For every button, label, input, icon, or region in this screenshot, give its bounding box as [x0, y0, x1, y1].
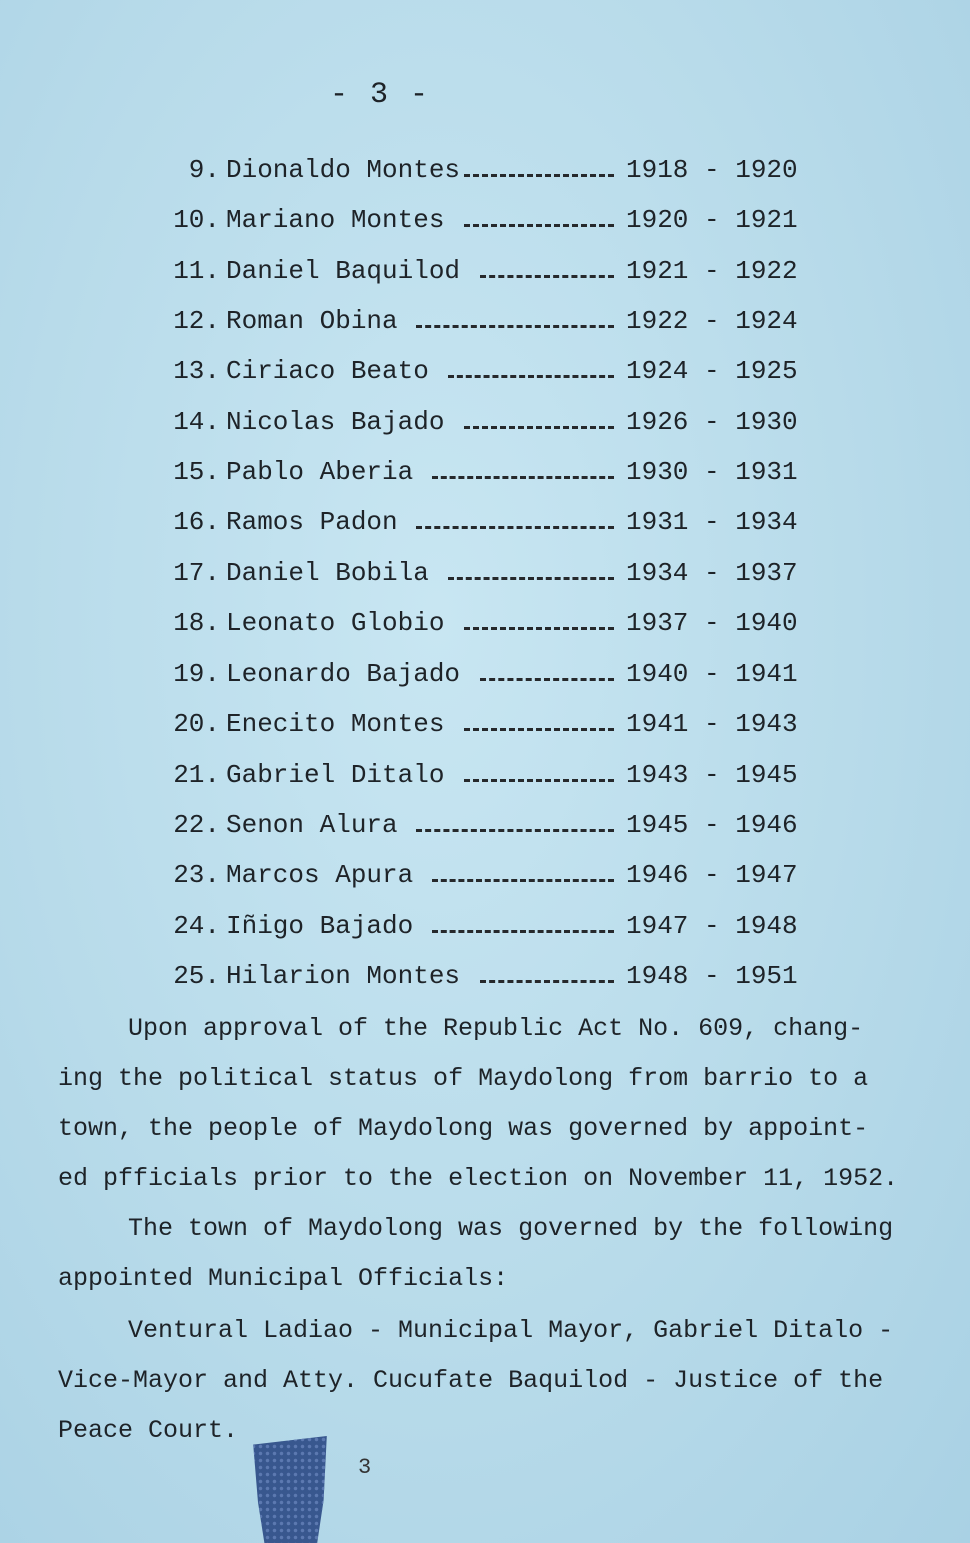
official-row	[158, 507, 818, 547]
official-name: Pablo Aberia	[226, 457, 414, 487]
official-row	[158, 659, 818, 699]
paragraph-line: appointed Municipal Officials:	[58, 1264, 509, 1293]
paragraph-line: Vice-Mayor and Atty. Cucufate Baquilod - Justice of the	[58, 1366, 884, 1395]
official-row	[158, 760, 818, 800]
official-years: 1943 - 1945	[626, 760, 798, 790]
official-name: Hilarion Montes	[226, 961, 461, 991]
paragraph-line: Peace Court.	[58, 1416, 239, 1445]
official-number: 24.	[173, 911, 220, 941]
leader-dashes	[416, 829, 614, 834]
official-years: 1946 - 1947	[626, 860, 798, 890]
paragraph-line: Ventural Ladiao - Municipal Mayor, Gabriel Ditalo -	[128, 1316, 894, 1345]
leader-dashes	[480, 678, 614, 683]
page-number-top: - 3 -	[330, 78, 431, 112]
official-number: 13.	[173, 356, 220, 386]
official-row	[158, 911, 818, 951]
official-number: 12.	[173, 306, 220, 336]
official-number: 22.	[173, 810, 220, 840]
official-number: 11.	[173, 256, 220, 286]
leader-dashes	[432, 930, 614, 935]
official-years: 1937 - 1940	[626, 608, 798, 638]
official-years: 1948 - 1951	[626, 961, 798, 991]
official-number: 16.	[173, 507, 220, 537]
leader-dashes	[464, 224, 614, 229]
official-row	[158, 155, 818, 195]
official-name: Nicolas Bajado	[226, 407, 445, 437]
leader-dashes	[480, 275, 614, 280]
official-number: 9.	[188, 155, 220, 185]
official-years: 1934 - 1937	[626, 558, 798, 588]
official-years: 1947 - 1948	[626, 911, 798, 941]
official-name: Dionaldo Montes	[226, 155, 461, 185]
official-row	[158, 306, 818, 346]
page-number-footer: 3	[358, 1455, 372, 1480]
leader-dashes	[448, 375, 614, 380]
official-years: 1924 - 1925	[626, 356, 798, 386]
official-name: Leonato Globio	[226, 608, 445, 638]
official-number: 25.	[173, 961, 220, 991]
official-number: 18.	[173, 608, 220, 638]
official-number: 21.	[173, 760, 220, 790]
official-name: Ciriaco Beato	[226, 356, 429, 386]
official-name: Daniel Baquilod	[226, 256, 461, 286]
official-years: 1931 - 1934	[626, 507, 798, 537]
official-years: 1945 - 1946	[626, 810, 798, 840]
official-name: Enecito Montes	[226, 709, 445, 739]
official-number: 15.	[173, 457, 220, 487]
leader-dashes	[480, 980, 614, 985]
official-row	[158, 356, 818, 396]
official-name: Mariano Montes	[226, 205, 445, 235]
leader-dashes	[464, 426, 614, 431]
official-row	[158, 457, 818, 497]
official-number: 19.	[173, 659, 220, 689]
official-name: Iñigo Bajado	[226, 911, 414, 941]
leader-dashes	[464, 627, 614, 632]
leader-dashes	[432, 879, 614, 884]
leader-dashes	[416, 526, 614, 531]
leader-dashes	[416, 325, 614, 330]
leader-dashes	[464, 728, 614, 733]
official-row	[158, 810, 818, 850]
official-row	[158, 608, 818, 648]
official-number: 20.	[173, 709, 220, 739]
leader-dashes	[448, 577, 614, 582]
paragraph-line: Upon approval of the Republic Act No. 609, chang-	[128, 1014, 864, 1043]
official-name: Ramos Padon	[226, 507, 398, 537]
official-years: 1941 - 1943	[626, 709, 798, 739]
official-name: Senon Alura	[226, 810, 398, 840]
official-row	[158, 709, 818, 749]
paragraph-line: town, the people of Maydolong was governed by appoint-	[58, 1114, 869, 1143]
official-number: 10.	[173, 205, 220, 235]
official-years: 1922 - 1924	[626, 306, 798, 336]
leader-dashes	[464, 779, 614, 784]
official-years: 1918 - 1920	[626, 155, 798, 185]
official-years: 1940 - 1941	[626, 659, 798, 689]
official-name: Daniel Bobila	[226, 558, 429, 588]
ink-stamp-texture	[250, 1436, 330, 1543]
official-row	[158, 961, 818, 1001]
leader-dashes	[432, 476, 614, 481]
official-row	[158, 558, 818, 598]
official-years: 1926 - 1930	[626, 407, 798, 437]
official-years: 1921 - 1922	[626, 256, 798, 286]
official-number: 17.	[173, 558, 220, 588]
paragraph-line: ing the political status of Maydolong from barrio to a	[58, 1064, 869, 1093]
official-name: Roman Obina	[226, 306, 398, 336]
official-row	[158, 256, 818, 296]
official-row	[158, 860, 818, 900]
official-name: Gabriel Ditalo	[226, 760, 445, 790]
paragraph-line: The town of Maydolong was governed by the following	[128, 1214, 894, 1243]
paragraph-line: ed pfficials prior to the election on November 11, 1952.	[58, 1164, 899, 1193]
official-row	[158, 407, 818, 447]
official-number: 14.	[173, 407, 220, 437]
official-years: 1930 - 1931	[626, 457, 798, 487]
official-row	[158, 205, 818, 245]
leader-dashes	[464, 174, 614, 179]
official-years: 1920 - 1921	[626, 205, 798, 235]
official-number: 23.	[173, 860, 220, 890]
official-name: Marcos Apura	[226, 860, 414, 890]
official-name: Leonardo Bajado	[226, 659, 461, 689]
